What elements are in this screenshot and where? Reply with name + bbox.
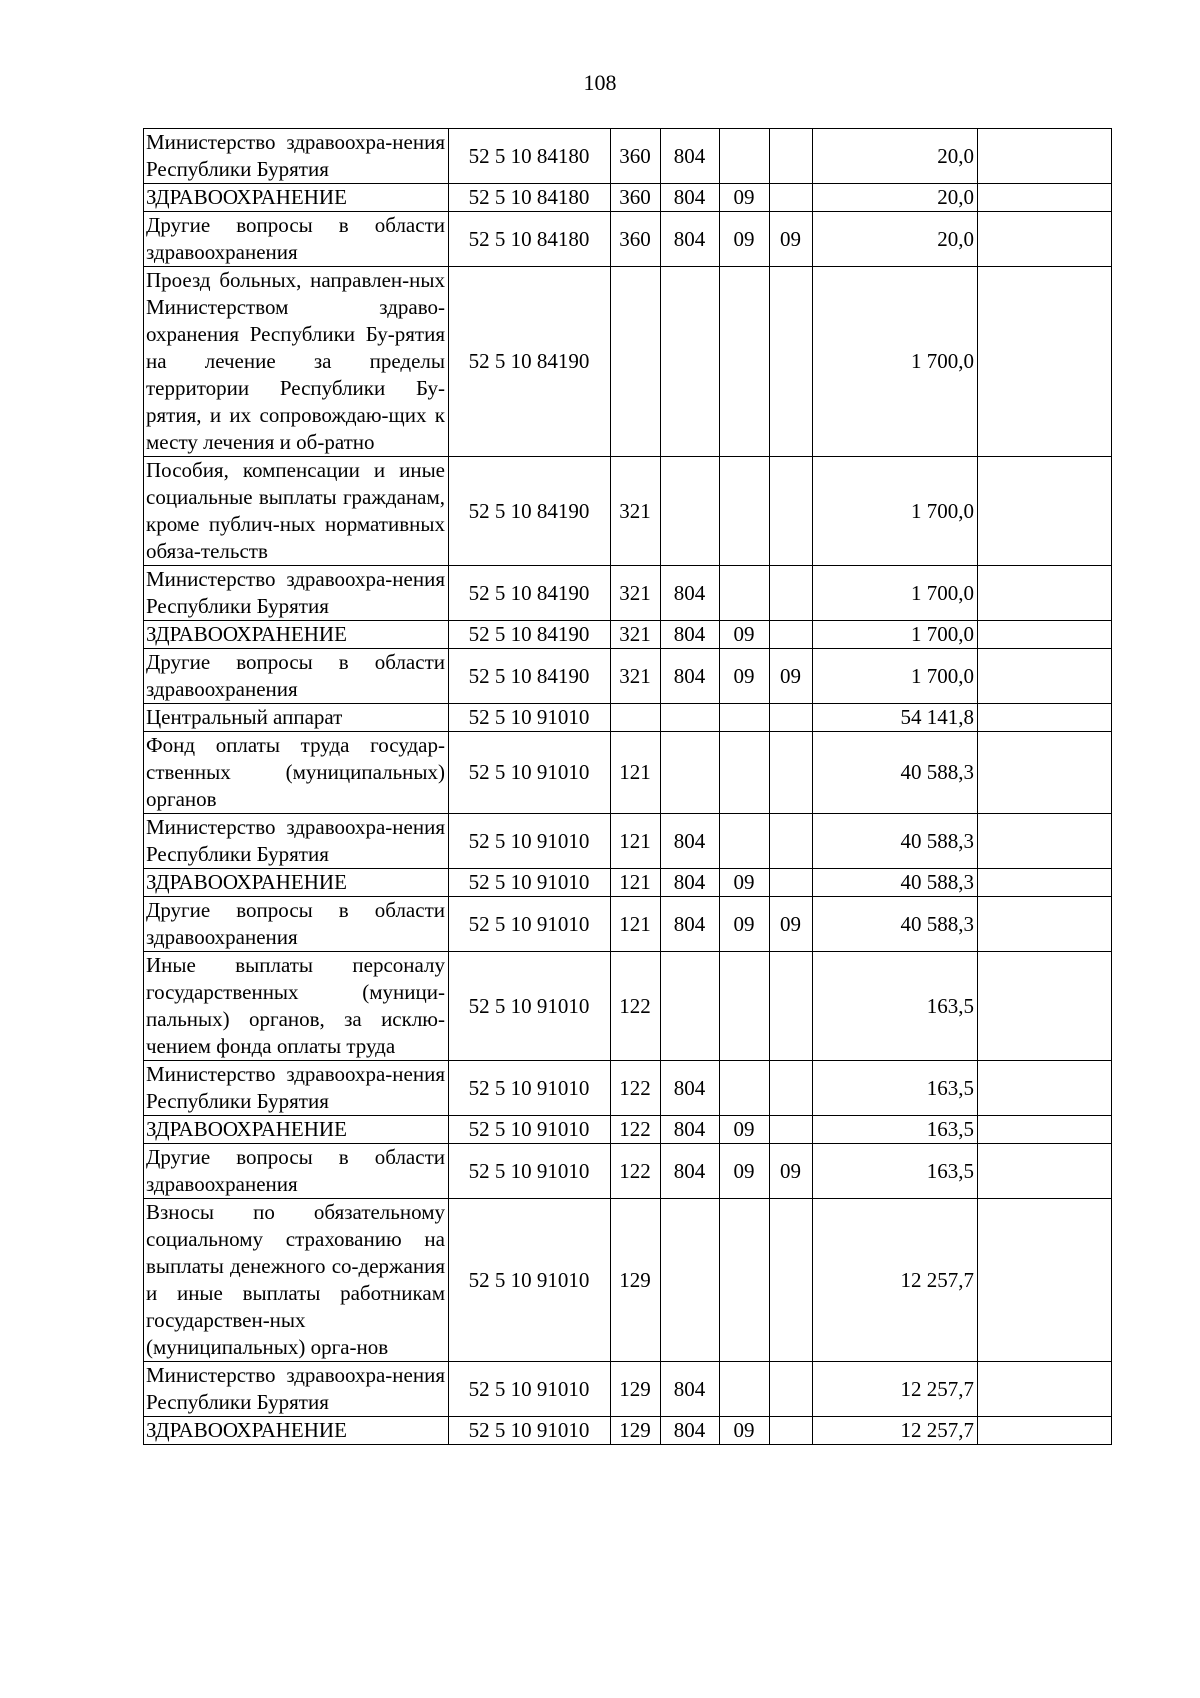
row-amount: 163,5 [813, 1144, 978, 1199]
row-expense-type: 121 [611, 732, 661, 814]
row-target-code: 52 5 10 84180 [449, 129, 611, 184]
row-amount: 40 588,3 [813, 814, 978, 869]
row-expense-type: 360 [611, 129, 661, 184]
row-expense-type: 321 [611, 457, 661, 566]
row-department-code: 804 [661, 1061, 720, 1116]
row-expense-type: 129 [611, 1417, 661, 1445]
table-row [144, 184, 1112, 212]
row-expense-type: 321 [611, 566, 661, 621]
row-amount: 20,0 [813, 129, 978, 184]
table-row [144, 1144, 1112, 1199]
row-amount: 1 700,0 [813, 457, 978, 566]
row-extra-amount [978, 814, 1112, 869]
row-target-code: 52 5 10 91010 [449, 952, 611, 1061]
row-expense-type: 121 [611, 814, 661, 869]
row-section: 09 [720, 1417, 770, 1445]
row-target-code: 52 5 10 91010 [449, 732, 611, 814]
row-department-code: 804 [661, 1417, 720, 1445]
row-description: Фонд оплаты труда государ-ственных (муниципальных) органов [144, 732, 449, 814]
row-description: Центральный аппарат [144, 704, 449, 732]
row-section [720, 1199, 770, 1362]
row-description: Министерство здравоохра-нения Республики Бурятия [144, 566, 449, 621]
row-target-code: 52 5 10 84180 [449, 212, 611, 267]
row-extra-amount [978, 566, 1112, 621]
row-extra-amount [978, 1144, 1112, 1199]
row-expense-type: 121 [611, 897, 661, 952]
row-target-code: 52 5 10 91010 [449, 1199, 611, 1362]
row-description: Другие вопросы в области здравоохранения [144, 212, 449, 267]
row-section: 09 [720, 897, 770, 952]
row-subsection [770, 869, 813, 897]
table-row [144, 566, 1112, 621]
row-expense-type: 122 [611, 952, 661, 1061]
row-extra-amount [978, 704, 1112, 732]
row-description: ЗДРАВООХРАНЕНИЕ [144, 869, 449, 897]
row-section: 09 [720, 1116, 770, 1144]
row-description: Министерство здравоохра-нения Республики Бурятия [144, 1061, 449, 1116]
row-subsection [770, 704, 813, 732]
row-subsection [770, 1362, 813, 1417]
row-extra-amount [978, 457, 1112, 566]
row-department-code: 804 [661, 1362, 720, 1417]
row-description: Другие вопросы в области здравоохранения [144, 649, 449, 704]
row-description: Министерство здравоохра-нения Республики Бурятия [144, 814, 449, 869]
row-target-code: 52 5 10 84190 [449, 566, 611, 621]
row-expense-type: 122 [611, 1116, 661, 1144]
row-target-code: 52 5 10 84190 [449, 649, 611, 704]
row-department-code [661, 457, 720, 566]
row-section [720, 129, 770, 184]
row-target-code: 52 5 10 91010 [449, 869, 611, 897]
row-section [720, 814, 770, 869]
row-subsection: 09 [770, 212, 813, 267]
row-amount: 40 588,3 [813, 897, 978, 952]
row-target-code: 52 5 10 91010 [449, 897, 611, 952]
row-expense-type [611, 267, 661, 457]
row-amount: 1 700,0 [813, 621, 978, 649]
row-extra-amount [978, 184, 1112, 212]
row-target-code: 52 5 10 91010 [449, 1116, 611, 1144]
row-amount: 12 257,7 [813, 1199, 978, 1362]
row-expense-type: 360 [611, 184, 661, 212]
row-section: 09 [720, 649, 770, 704]
row-department-code: 804 [661, 212, 720, 267]
budget-table [143, 128, 1112, 1445]
row-extra-amount [978, 129, 1112, 184]
row-amount: 54 141,8 [813, 704, 978, 732]
row-description: ЗДРАВООХРАНЕНИЕ [144, 1417, 449, 1445]
row-target-code: 52 5 10 84190 [449, 267, 611, 457]
row-department-code [661, 732, 720, 814]
table-row [144, 1417, 1112, 1445]
row-department-code [661, 952, 720, 1061]
row-section [720, 732, 770, 814]
row-department-code: 804 [661, 184, 720, 212]
row-description: ЗДРАВООХРАНЕНИЕ [144, 1116, 449, 1144]
row-department-code: 804 [661, 649, 720, 704]
row-subsection: 09 [770, 649, 813, 704]
table-row [144, 897, 1112, 952]
row-subsection [770, 952, 813, 1061]
row-subsection [770, 732, 813, 814]
row-amount: 20,0 [813, 212, 978, 267]
row-subsection [770, 621, 813, 649]
table-row [144, 212, 1112, 267]
row-amount: 163,5 [813, 952, 978, 1061]
row-target-code: 52 5 10 91010 [449, 1144, 611, 1199]
row-extra-amount [978, 212, 1112, 267]
row-extra-amount [978, 267, 1112, 457]
row-department-code [661, 1199, 720, 1362]
row-amount: 163,5 [813, 1116, 978, 1144]
row-section [720, 566, 770, 621]
row-expense-type: 129 [611, 1362, 661, 1417]
table-row [144, 267, 1112, 457]
row-subsection [770, 1061, 813, 1116]
table-row [144, 649, 1112, 704]
row-expense-type: 360 [611, 212, 661, 267]
row-department-code: 804 [661, 897, 720, 952]
row-subsection: 09 [770, 897, 813, 952]
row-extra-amount [978, 869, 1112, 897]
row-extra-amount [978, 649, 1112, 704]
row-section [720, 952, 770, 1061]
row-section [720, 457, 770, 566]
row-expense-type: 122 [611, 1061, 661, 1116]
row-amount: 40 588,3 [813, 732, 978, 814]
table-row [144, 457, 1112, 566]
row-section: 09 [720, 1144, 770, 1199]
row-department-code: 804 [661, 1116, 720, 1144]
row-description: Другие вопросы в области здравоохранения [144, 897, 449, 952]
row-amount: 40 588,3 [813, 869, 978, 897]
table-row [144, 1199, 1112, 1362]
row-department-code [661, 267, 720, 457]
row-target-code: 52 5 10 84190 [449, 457, 611, 566]
row-department-code: 804 [661, 566, 720, 621]
row-expense-type: 129 [611, 1199, 661, 1362]
table-row [144, 1061, 1112, 1116]
row-target-code: 52 5 10 84190 [449, 621, 611, 649]
row-extra-amount [978, 621, 1112, 649]
row-subsection [770, 566, 813, 621]
row-target-code: 52 5 10 91010 [449, 814, 611, 869]
row-subsection [770, 1199, 813, 1362]
page-number: 108 [583, 70, 617, 95]
row-extra-amount [978, 1199, 1112, 1362]
row-description: ЗДРАВООХРАНЕНИЕ [144, 621, 449, 649]
row-department-code: 804 [661, 129, 720, 184]
row-section [720, 1061, 770, 1116]
row-subsection [770, 267, 813, 457]
row-department-code: 804 [661, 621, 720, 649]
row-amount: 163,5 [813, 1061, 978, 1116]
row-subsection [770, 129, 813, 184]
row-subsection [770, 457, 813, 566]
row-subsection [770, 1116, 813, 1144]
table-row [144, 1116, 1112, 1144]
row-description: Взносы по обязательному социальному страхованию на выплаты денежного со-держания и иные выплаты работникам государствен-ных (муниципальных) орга-нов [144, 1199, 449, 1362]
row-department-code: 804 [661, 1144, 720, 1199]
row-extra-amount [978, 1417, 1112, 1445]
row-amount: 1 700,0 [813, 566, 978, 621]
row-extra-amount [978, 897, 1112, 952]
row-expense-type: 121 [611, 869, 661, 897]
row-target-code: 52 5 10 91010 [449, 1061, 611, 1116]
row-extra-amount [978, 952, 1112, 1061]
row-description: Другие вопросы в области здравоохранения [144, 1144, 449, 1199]
row-target-code: 52 5 10 91010 [449, 1417, 611, 1445]
row-description: Проезд больных, направлен-ных Министерством здраво-охранения Республики Бу-рятия на лечение за пределы территории Республики Бу-рятия, и их сопровождаю-щих к месту лечения и об-ратно [144, 267, 449, 457]
row-description: Министерство здравоохра-нения Республики Бурятия [144, 1362, 449, 1417]
row-subsection [770, 184, 813, 212]
row-section: 09 [720, 621, 770, 649]
table-row [144, 704, 1112, 732]
row-section: 09 [720, 869, 770, 897]
row-amount: 20,0 [813, 184, 978, 212]
row-section [720, 267, 770, 457]
table-row [144, 952, 1112, 1061]
row-extra-amount [978, 1362, 1112, 1417]
budget-table-body [144, 129, 1112, 1445]
row-department-code [661, 704, 720, 732]
row-expense-type: 122 [611, 1144, 661, 1199]
row-section [720, 704, 770, 732]
row-subsection [770, 1417, 813, 1445]
table-row [144, 1362, 1112, 1417]
row-description: Пособия, компенсации и иные социальные выплаты гражданам, кроме публич-ных нормативных обяза-тельств [144, 457, 449, 566]
row-target-code: 52 5 10 91010 [449, 704, 611, 732]
row-expense-type [611, 704, 661, 732]
row-department-code: 804 [661, 814, 720, 869]
row-amount: 12 257,7 [813, 1362, 978, 1417]
row-amount: 12 257,7 [813, 1417, 978, 1445]
table-row [144, 621, 1112, 649]
row-description: ЗДРАВООХРАНЕНИЕ [144, 184, 449, 212]
row-description: Иные выплаты персоналу государственных (муници-пальных) органов, за исклю-чением фонда оплаты труда [144, 952, 449, 1061]
row-expense-type: 321 [611, 649, 661, 704]
row-target-code: 52 5 10 84180 [449, 184, 611, 212]
row-subsection: 09 [770, 1144, 813, 1199]
row-extra-amount [978, 1116, 1112, 1144]
table-row [144, 814, 1112, 869]
row-amount: 1 700,0 [813, 649, 978, 704]
row-expense-type: 321 [611, 621, 661, 649]
row-description: Министерство здравоохра-нения Республики Бурятия [144, 129, 449, 184]
table-row [144, 129, 1112, 184]
row-extra-amount [978, 1061, 1112, 1116]
row-section: 09 [720, 184, 770, 212]
table-row [144, 869, 1112, 897]
row-extra-amount [978, 732, 1112, 814]
row-amount: 1 700,0 [813, 267, 978, 457]
row-subsection [770, 814, 813, 869]
row-department-code: 804 [661, 869, 720, 897]
table-row [144, 732, 1112, 814]
row-target-code: 52 5 10 91010 [449, 1362, 611, 1417]
row-section: 09 [720, 212, 770, 267]
row-section [720, 1362, 770, 1417]
